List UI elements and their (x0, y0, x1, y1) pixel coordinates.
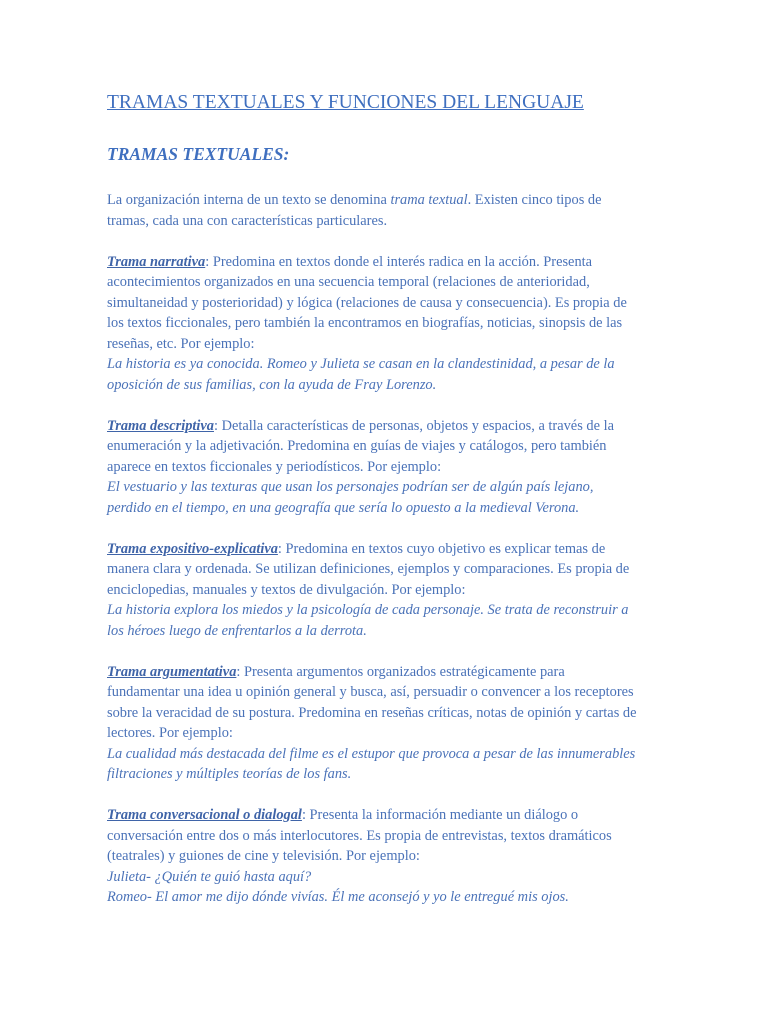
example-line: La historia es ya conocida. Romeo y Julieta se casan en la clandestinidad, a pesar de la (107, 356, 615, 372)
paragraph-line: (teatrales) y guiones de cine y televisión. Por ejemplo: (107, 848, 420, 864)
trama-conversacional-paragraph (107, 805, 667, 908)
intro-term-trama-textual: trama textual (390, 192, 468, 208)
trama-descriptiva-term: Trama descriptiva (107, 417, 214, 434)
paragraph-first-line (107, 416, 667, 437)
paragraph-line: enciclopedias, manuales y textos de divulgación. Por ejemplo: (107, 581, 466, 598)
section-title: TRAMAS TEXTUALES: (107, 144, 290, 164)
paragraph-line: sobre la veracidad de su postura. Predomina en reseñas críticas, notas de opinión y cartas de (107, 704, 637, 721)
trama-expositivo-explicativa-term: Trama expositivo-explicativa (107, 540, 278, 557)
document-body (107, 190, 667, 928)
example-line: filtraciones y múltiples teorías de los fans. (107, 766, 352, 782)
example-line: El vestuario y las texturas que usan los personajes podrían ser de algún país lejano, (107, 479, 594, 495)
intro-text-start: La organización interna de un texto se denomina (107, 192, 391, 208)
paragraph-line: enumeración y la adjetivación. Predomina en guías de viajes y catálogos, pero también (107, 438, 607, 454)
paragraph-line: reseñas, etc. Por ejemplo: (107, 335, 255, 352)
paragraph-first-line (107, 252, 667, 273)
paragraph-line: aparece en textos ficcionales y periodísticos. Por ejemplo: (107, 458, 442, 475)
intro-paragraph (107, 190, 667, 231)
definition-text: : Detalla características de personas, objetos y espacios, a través de la (213, 417, 614, 434)
document-title: TRAMAS TEXTUALES Y FUNCIONES DEL LENGUAJE (107, 92, 584, 113)
trama-argumentativa-paragraph (107, 662, 667, 785)
definition-text: : Presenta la información mediante un diálogo o (301, 807, 579, 823)
paragraph-line: conversación entre dos o más interlocutores. Es propia de entrevistas, textos dramáticos (107, 827, 612, 844)
example-line: Julieta- ¿Quién te guió hasta aquí? (107, 868, 312, 885)
example-line: La cualidad más destacada del filme es el estupor que provoca a pesar de las innumerables (107, 745, 636, 762)
paragraph-first-line (107, 662, 667, 683)
paragraph-line: los textos ficcionales, pero también la encontramos en biografías, noticias, sinopsis de las (107, 315, 623, 331)
example-line: los héroes luego de enfrentarlos a la derrota. (107, 622, 367, 639)
definition-text: : Predomina en textos cuyo objetivo es explicar temas de (277, 540, 606, 557)
trama-descriptiva-paragraph (107, 416, 667, 519)
example-line: oposición de sus familias, con la ayuda de Fray Lorenzo. (107, 376, 437, 393)
intro-line-1 (107, 190, 667, 211)
trama-narrativa-term: Trama narrativa (107, 253, 206, 270)
paragraph-line: simultaneidad y posterioridad) y lógica (relaciones de causa y consecuencia). Es propia de (107, 294, 627, 311)
trama-narrativa-paragraph (107, 252, 667, 396)
trama-argumentativa-term: Trama argumentativa (107, 663, 237, 680)
example-line: Romeo- El amor me dijo dónde vivías. Él me aconsejó y yo le entregué mis ojos. (107, 889, 569, 905)
paragraph-line: lectores. Por ejemplo: (107, 725, 233, 741)
definition-text: : Presenta argumentos organizados estratégicamente para (236, 663, 565, 680)
paragraph-first-line (107, 539, 667, 560)
paragraph-line: manera clara y ordenada. Se utilizan definiciones, ejemplos y comparaciones. Es propia de (107, 561, 630, 577)
example-line: perdido en el tiempo, en una geografía que sería lo opuesto a la medieval Verona. (107, 499, 580, 516)
example-line: La historia explora los miedos y la psicología de cada personaje. Se trata de reconstruir a (107, 602, 629, 618)
trama-conversacional-term: Trama conversacional o dialogal (107, 807, 302, 823)
intro-text-end: . Existen cinco tipos de (467, 192, 602, 208)
paragraph-line: acontecimientos organizados en una secuencia temporal (relaciones de anterioridad, (107, 274, 590, 290)
definition-text: : Predomina en textos donde el interés radica en la acción. Presenta (205, 253, 593, 270)
trama-expositivo-explicativa-paragraph (107, 539, 667, 642)
paragraph-first-line (107, 805, 667, 826)
paragraph-line: fundamentar una idea u opinión general y busca, así, persuadir o convencer a los receptores (107, 684, 634, 700)
intro-line-2: tramas, cada una con características particulares. (107, 212, 388, 229)
